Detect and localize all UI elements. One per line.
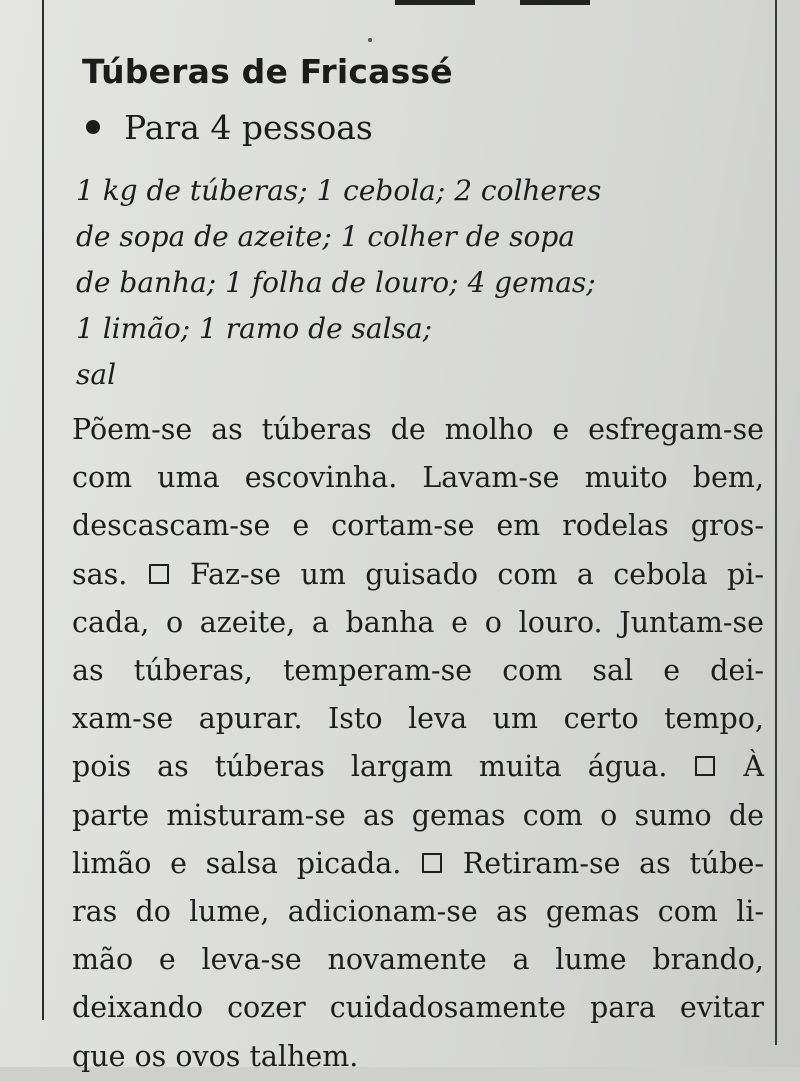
cut-off-text-fragment [395, 0, 475, 5]
method-line: com uma escovinha. Lavam-se muito bem, [72, 461, 764, 495]
method-paragraph [72, 406, 764, 1081]
square-separator-icon [695, 756, 715, 776]
servings-text: Para 4 pessoas [124, 108, 373, 147]
cut-off-text-fragment [520, 0, 590, 5]
ingredients-line: 1 kg de túberas; 1 cebola; 2 colheres [76, 174, 602, 207]
recipe-title: Túberas de Fricassé [82, 52, 453, 91]
left-border-rule [42, 0, 44, 1020]
method-line: cada, o azeite, a banha e o louro. Juntam-se [72, 605, 764, 639]
method-line: Põem-se as túberas de molho e esfregam-se [72, 413, 764, 446]
method-line: descascam-se e cortam-se em rodelas gros- [72, 509, 764, 543]
square-separator-icon [422, 853, 442, 873]
method-line: as túberas, temperam-se com sal e dei- [72, 654, 764, 688]
method-line: limão e salsa picada. Retiram-se as túbe- [72, 846, 765, 880]
method-line: pois as túberas largam muita água. À [72, 750, 765, 784]
bullet-icon [86, 120, 100, 134]
servings-line [84, 108, 373, 147]
ingredients-line: de sopa de azeite; 1 colher de sopa [76, 220, 575, 253]
ingredients-line: 1 limão; 1 ramo de salsa; [76, 312, 433, 345]
method-line: parte misturam-se as gemas com o sumo de [72, 798, 764, 832]
ingredients-line: sal [76, 358, 117, 391]
right-border-rule [775, 0, 777, 1045]
method-line: sas. Faz-se um guisado com a cebola pi- [72, 557, 765, 591]
paper-speck [368, 38, 372, 42]
method-line: xam-se apurar. Isto leva um certo tempo, [72, 702, 764, 736]
method-line: deixando cozer cuidadosamente para evitar [72, 991, 764, 1025]
square-separator-icon [149, 564, 169, 584]
ingredients-line: de banha; 1 folha de louro; 4 gemas; [76, 266, 596, 299]
method-line: mão e leva-se novamente a lume brando, [72, 943, 764, 977]
method-line: que os ovos talhem. [72, 1039, 359, 1073]
ingredients-list [76, 168, 686, 398]
method-line: ras do lume, adicionam-se as gemas com li- [72, 895, 764, 929]
